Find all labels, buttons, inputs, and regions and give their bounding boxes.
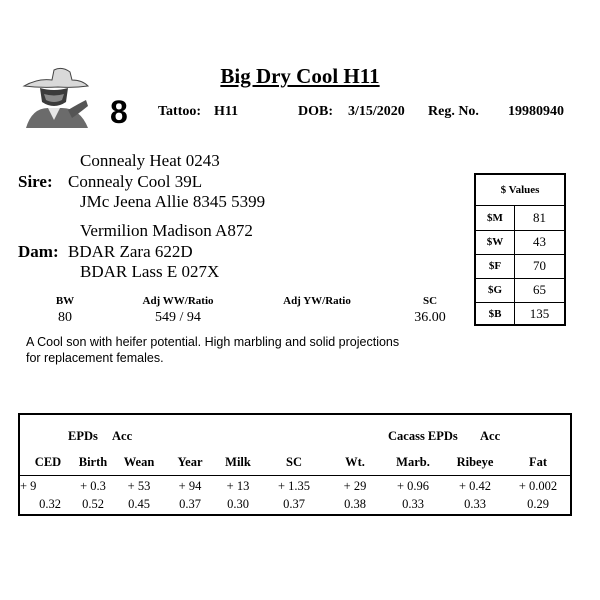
epd-col-header: CED [34, 455, 62, 469]
dollar-value-row [476, 302, 564, 326]
lot-number: 8 [110, 94, 128, 130]
epd-value: + 0.002 [518, 479, 558, 493]
epd-table [18, 413, 572, 516]
carcass-epd-group-title: Cacass EPDs [388, 429, 458, 443]
epd-value: + 9 [20, 479, 37, 493]
epd-accuracy: 0.33 [464, 497, 486, 511]
epd-col-header: Year [177, 455, 203, 469]
dollar-value-label: $W [476, 230, 515, 254]
epd-value: + 29 [343, 479, 367, 493]
dollar-value: 65 [533, 282, 546, 297]
reg-no-label: Reg. No. [428, 104, 479, 119]
dollar-value-label: $F [476, 254, 515, 278]
dam-label: Dam: [18, 242, 59, 261]
epd-value: + 0.42 [458, 479, 492, 493]
sire-dam: JMc Jeena Allie 8345 5399 [80, 192, 266, 211]
epd-group-title: EPDs [68, 429, 98, 443]
epd-col-header: Birth [78, 455, 108, 469]
sc-value: 36.00 [414, 310, 446, 325]
sc-label: SC [422, 295, 438, 307]
dollar-value-row [476, 206, 564, 231]
epd-accuracy: 0.30 [227, 497, 249, 511]
sire-label: Sire: [18, 172, 53, 191]
adj-yw-label: Adj YW/Ratio [283, 295, 351, 307]
epd-accuracy: 0.45 [128, 497, 150, 511]
epd-value: + 53 [127, 479, 151, 493]
tattoo-value: H11 [214, 104, 239, 119]
dollar-value: 43 [533, 234, 546, 249]
dollar-values-table [474, 173, 566, 326]
tattoo-label: Tattoo: [158, 104, 202, 119]
epd-accuracy: 0.33 [402, 497, 424, 511]
dollar-value-row [476, 230, 564, 255]
epd-accuracy: 0.37 [179, 497, 201, 511]
dollar-value-row [476, 254, 564, 279]
adj-ww-value: 549 / 94 [155, 310, 201, 325]
epd-col-header: Ribeye [456, 455, 494, 469]
animal-name: Big Dry Cool H11 [220, 64, 380, 88]
epd-value: + 94 [178, 479, 202, 493]
epd-col-header: Wean [123, 455, 155, 469]
epd-value: + 0.96 [396, 479, 430, 493]
epd-group-acc: Acc [112, 429, 133, 443]
epd-value: + 13 [226, 479, 250, 493]
epd-accuracy: 0.29 [527, 497, 549, 511]
epd-col-header: Wt. [345, 455, 365, 469]
dollar-value: 81 [533, 210, 546, 225]
dob-value: 3/15/2020 [348, 104, 405, 119]
carcass-epd-group-acc: Acc [480, 429, 501, 443]
dob-label: DOB: [298, 104, 333, 119]
epd-accuracy: 0.52 [82, 497, 104, 511]
epd-col-header: Milk [225, 455, 251, 469]
epd-value: + 0.3 [80, 479, 106, 493]
dollar-value-row [476, 278, 564, 303]
dollar-value: 70 [533, 258, 546, 273]
epd-accuracy: 0.37 [283, 497, 305, 511]
bw-value: 80 [58, 310, 72, 325]
dollar-value-label: $M [476, 206, 515, 230]
adj-ww-label: Adj WW/Ratio [142, 295, 214, 307]
epd-col-header: Fat [528, 455, 548, 469]
epd-col-header: Marb. [396, 455, 430, 469]
reg-no-value: 19980940 [508, 104, 564, 119]
sire-name: Connealy Cool 39L [68, 172, 203, 191]
epd-accuracy: 0.38 [344, 497, 366, 511]
dollar-value-label: $B [476, 302, 515, 326]
description: A Cool son with heifer potential. High marbling and solid projections for replacement females. [26, 335, 400, 365]
dollar-value-label: $G [476, 278, 515, 302]
epd-divider [20, 475, 570, 476]
dollar-value: 135 [529, 306, 550, 321]
epd-accuracy: 0.32 [39, 497, 61, 511]
epd-col-header: SC [286, 455, 302, 469]
epd-value: + 1.35 [277, 479, 311, 493]
dam-sire: Vermilion Madison A872 [80, 221, 253, 240]
dam-dam: BDAR Lass E 027X [80, 262, 220, 281]
dam-name: BDAR Zara 622D [68, 242, 193, 261]
bw-label: BW [55, 295, 75, 307]
sire-sire: Connealy Heat 0243 [80, 151, 220, 170]
dollar-values-title: $ Values [476, 175, 564, 206]
